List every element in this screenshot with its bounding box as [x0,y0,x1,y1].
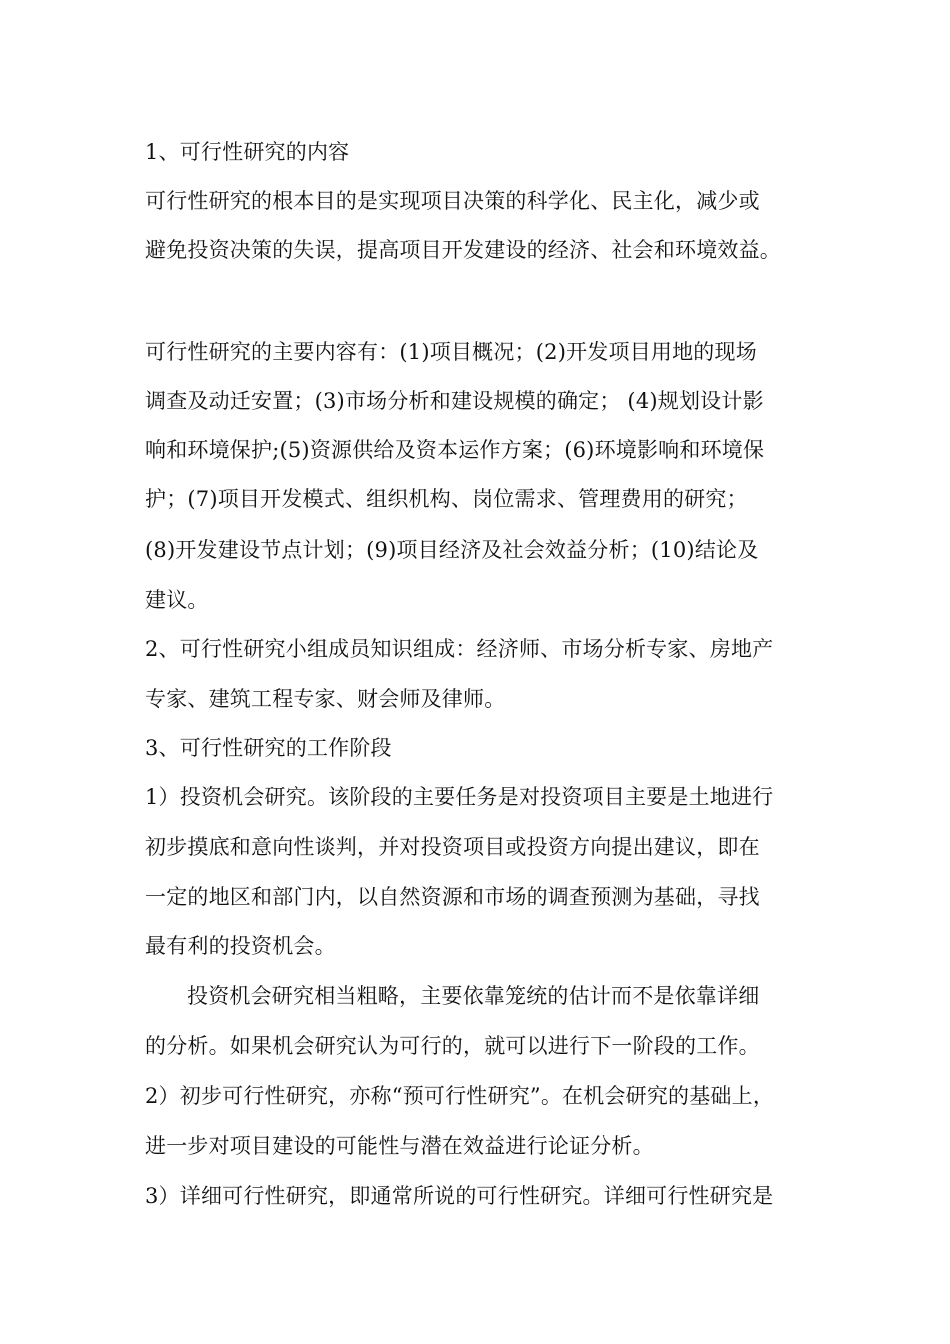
paragraph-line: 进一步对项目建设的可能性与潜在效益进行论证分析。 [145,1134,654,1158]
paragraph-line: 初步摸底和意向性谈判，并对投资项目或投资方向提出建议，即在 [145,835,760,859]
section-heading-1: 1、可行性研究的内容 [145,140,350,164]
paragraph-line: 可行性研究的主要内容有：(1)项目概况；(2)开发项目用地的现场 [145,340,757,364]
paragraph-line: 建议。 [145,588,209,612]
section-heading-3: 3、可行性研究的工作阶段 [145,736,392,760]
paragraph-line-indented: 投资机会研究相当粗略，主要依靠笼统的估计而不是依靠详细 [187,984,760,1008]
paragraph-line: 避免投资决策的失误，提高项目开发建设的经济、社会和环境效益。 [145,238,781,262]
paragraph-line: 的分析。如果机会研究认为可行的，就可以进行下一阶段的工作。 [145,1034,760,1058]
paragraph-line: 2）初步可行性研究，亦称“预可行性研究”。在机会研究的基础上， [145,1084,775,1108]
paragraph-line: 可行性研究的根本目的是实现项目决策的科学化、民主化，减少或 [145,189,760,213]
paragraph-line: 响和环境保护;(5)资源供给及资本运作方案；(6)环境影响和环境保 [145,438,765,462]
paragraph-line: 护；(7)项目开发模式、组织机构、岗位需求、管理费用的研究； [145,487,748,511]
paragraph-line: 3）详细可行性研究，即通常所说的可行性研究。详细可行性研究是 [145,1184,774,1208]
paragraph-line: (8)开发建设节点计划；(9)项目经济及社会效益分析；(10)结论及 [145,538,759,562]
section-heading-2: 2、可行性研究小组成员知识组成：经济师、市场分析专家、房地产 [145,637,774,661]
paragraph-line: 一定的地区和部门内，以自然资源和市场的调查预测为基础，寻找 [145,885,760,909]
paragraph-line: 调查及动迁安置；(3)市场分析和建设规模的确定； (4)规划设计影 [145,389,764,413]
paragraph-line: 专家、建筑工程专家、财会师及律师。 [145,687,506,711]
paragraph-line: 1）投资机会研究。该阶段的主要任务是对投资项目主要是土地进行 [145,785,774,809]
paragraph-line: 最有利的投资机会。 [145,934,336,958]
